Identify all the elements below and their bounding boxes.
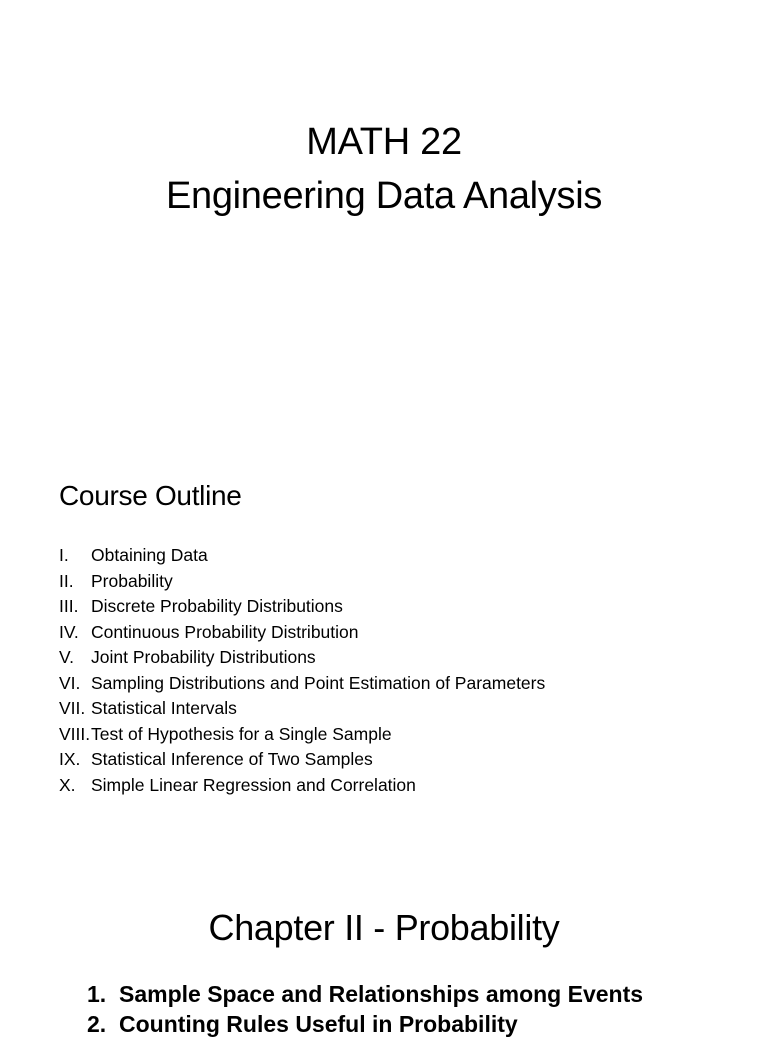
outline-item-label: Simple Linear Regression and Correlation — [91, 774, 416, 795]
outline-heading: Course Outline — [59, 480, 242, 511]
chapter-topic-number: 2. — [87, 1011, 107, 1037]
chapter-slide — [0, 875, 768, 1037]
outline-item-label: Continuous Probability Distribution — [91, 621, 359, 642]
outline-item-number: VI. — [59, 672, 81, 693]
outline-item-label: Probability — [91, 570, 173, 591]
outline-item-label: Discrete Probability Distributions — [91, 596, 343, 616]
outline-item-number: VII. — [59, 698, 86, 718]
outline-item — [59, 747, 545, 773]
course-code: MATH 22 — [306, 121, 462, 163]
outline-item — [59, 594, 545, 620]
outline-item — [59, 645, 545, 671]
chapter-topic-label: Counting Rules Useful in Probability — [119, 1011, 518, 1037]
chapter-topic-item — [87, 979, 643, 1009]
outline-item — [59, 620, 545, 646]
outline-item-number: II. — [59, 570, 74, 591]
outline-item-label: Joint Probability Distributions — [91, 647, 316, 667]
outline-item — [59, 671, 545, 697]
outline-item-number: X. — [59, 774, 76, 795]
chapter-topic-number: 1. — [87, 981, 107, 1007]
title-block — [0, 115, 768, 223]
outline-item-number: III. — [59, 596, 79, 616]
chapter-topic-item — [87, 1009, 643, 1039]
chapter-topic-list — [87, 979, 643, 1039]
title-slide — [0, 0, 768, 455]
outline-item-label: Sampling Distributions and Point Estimation of Parameters — [91, 672, 546, 693]
outline-item-number: I. — [59, 545, 69, 565]
outline-item — [59, 543, 545, 569]
outline-item — [59, 773, 545, 799]
outline-item-label: Statistical Intervals — [91, 698, 237, 718]
chapter-title: Chapter II - Probability — [208, 907, 560, 948]
outline-list — [59, 543, 545, 798]
outline-item-label: Statistical Inference of Two Samples — [91, 749, 373, 769]
course-outline-slide — [0, 455, 768, 875]
outline-item — [59, 696, 545, 722]
outline-item-number: IX. — [59, 749, 81, 769]
outline-item-label: Test of Hypothesis for a Single Sample — [91, 723, 392, 744]
outline-item — [59, 569, 545, 595]
outline-item-number: V. — [59, 647, 74, 667]
outline-item — [59, 722, 545, 748]
chapter-topic-label: Sample Space and Relationships among Events — [119, 981, 644, 1007]
outline-item-number: IV. — [59, 621, 79, 642]
outline-item-number: VIII. — [59, 723, 91, 744]
outline-item-label: Obtaining Data — [91, 545, 208, 565]
course-name: Engineering Data Analysis — [165, 175, 603, 217]
